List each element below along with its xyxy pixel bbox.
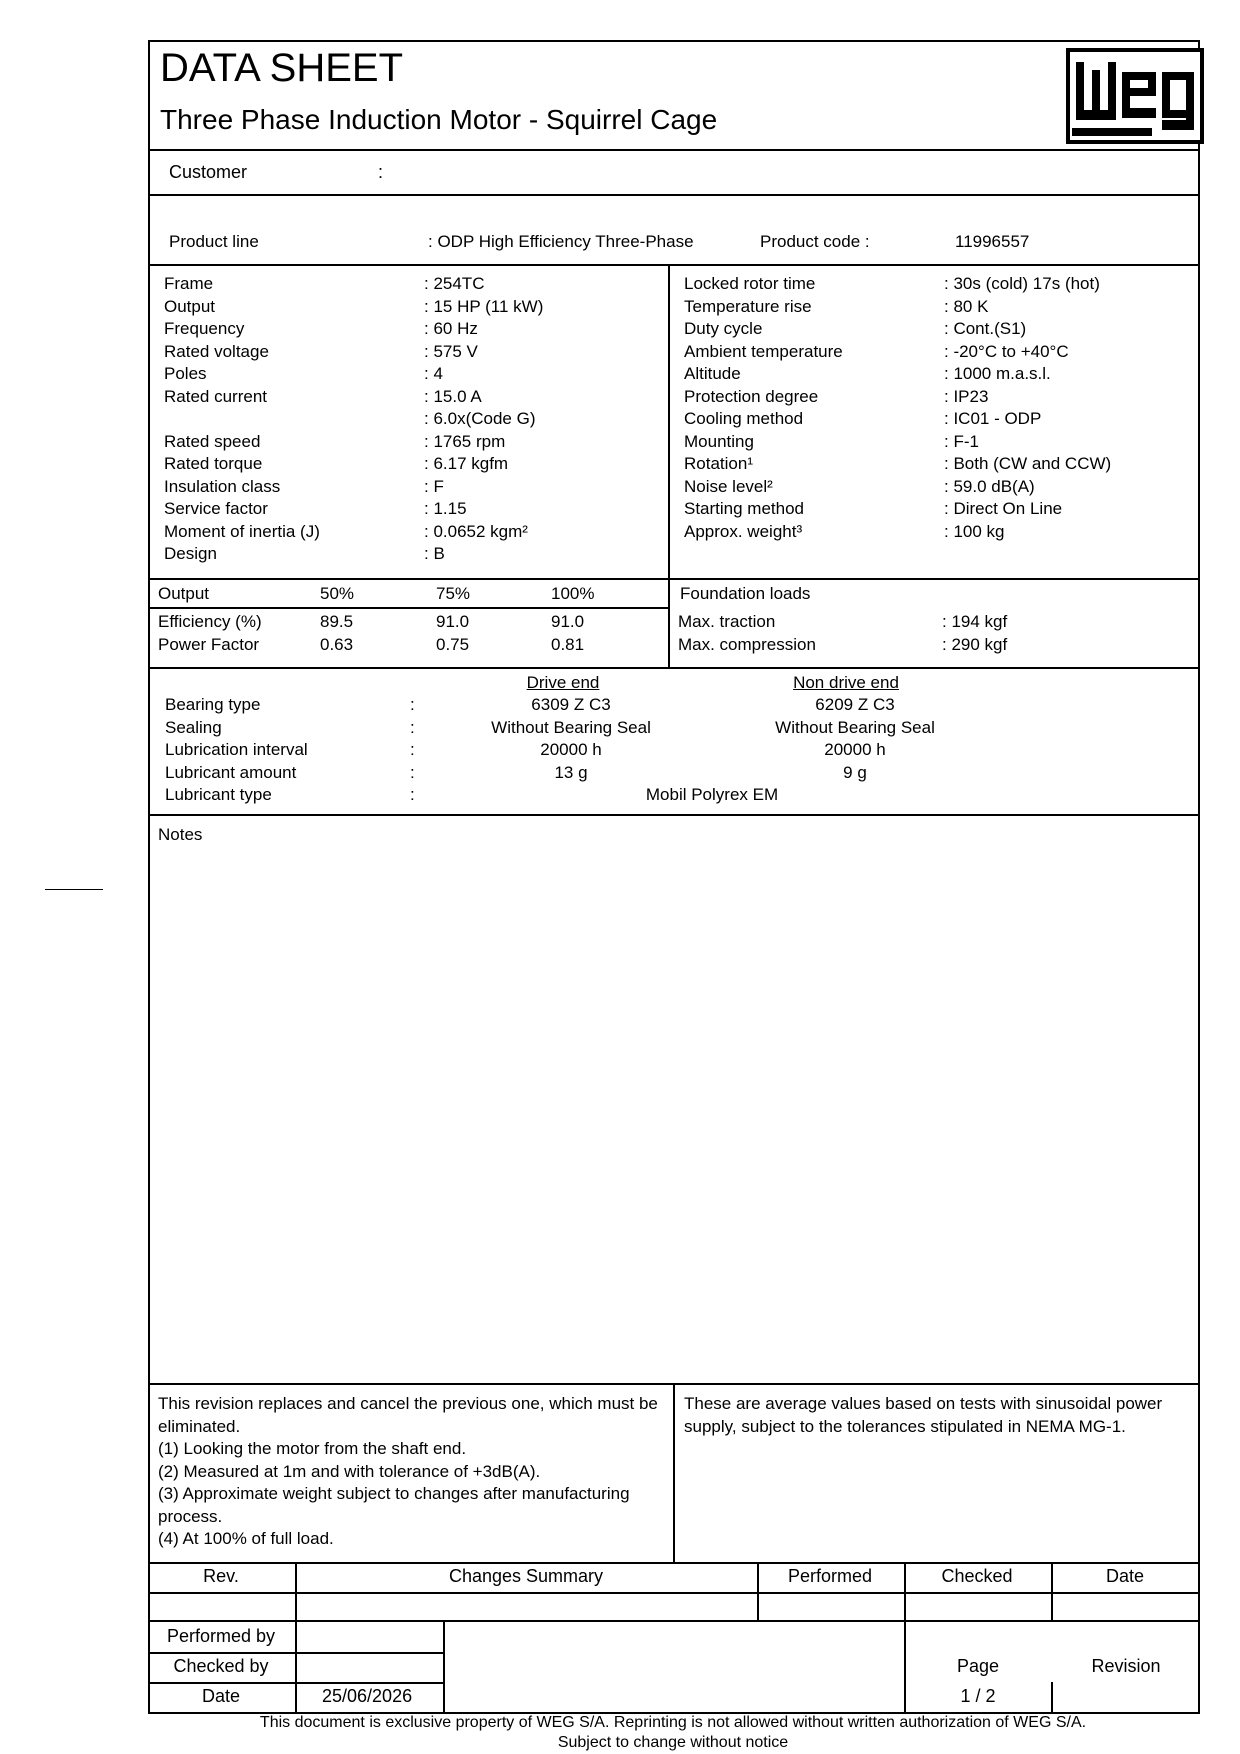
divider — [148, 1682, 443, 1684]
date-value: 25/06/2026 — [322, 1686, 413, 1706]
divider — [148, 578, 1200, 580]
performed-by-label: Performed by — [166, 1626, 276, 1646]
bearing-non-drive-end: 9 g — [843, 762, 867, 782]
divider — [148, 1620, 1200, 1622]
spec-value: : F — [424, 476, 444, 496]
perf-cell: 0.81 — [551, 635, 585, 654]
spec-value: : Direct On Line — [944, 499, 1063, 518]
revision-label: Revision — [1091, 1656, 1161, 1676]
page-label: Page — [956, 1656, 1000, 1676]
divider — [904, 1562, 906, 1620]
spec-value: : 15.0 A — [424, 386, 482, 406]
spec-value: : -20°C to +40°C — [944, 341, 1069, 361]
perf-cell: 89.5 — [320, 612, 354, 631]
footnotes-left: This revision replaces and cancel the previous one, which must be eliminated. (1) Looking the motor from the shaft end. (2) Measured at 1m and with tolerance of +3dB(A). (3) Approximate weight subject to changes after manufacturing process. (4) At 100% of full load. — [158, 1394, 658, 1548]
product-code-label: Product code : — [760, 232, 870, 251]
divider — [295, 1620, 297, 1714]
spec-label: Poles — [164, 364, 207, 383]
lubricant-type-value: Mobil Polyrex EM — [645, 785, 779, 804]
drive-end-header: Drive end — [526, 673, 600, 692]
footer-copyright: This document is exclusive property of WEG S/A. Reprinting is not allowed without written authorization of WEG S/A. — [259, 1714, 1087, 1731]
spec-label: Locked rotor time — [684, 274, 816, 293]
divider — [673, 1383, 675, 1562]
perf-header-cell: Output — [158, 584, 210, 603]
divider — [148, 149, 1200, 151]
bearing-drive-end: 13 g — [554, 762, 588, 782]
spec-value: : 15 HP (11 kW) — [424, 296, 544, 316]
date-label: Date — [201, 1686, 241, 1706]
spec-value: : 4 — [424, 364, 443, 383]
bearing-label: Lubricant amount — [165, 762, 297, 782]
page-subtitle: Three Phase Induction Motor - Squirrel Cage — [160, 104, 718, 135]
page-value: 1 / 2 — [960, 1686, 996, 1706]
customer-label: Customer — [169, 162, 248, 182]
spec-label: Design — [164, 544, 217, 563]
spec-label: Rotation¹ — [684, 454, 753, 473]
bearing-drive-end: 20000 h — [540, 740, 602, 759]
bearing-sep: : — [410, 740, 415, 759]
divider — [1051, 1682, 1053, 1714]
spec-value: : 100 kg — [944, 521, 1005, 541]
spec-label: Moment of inertia (J) — [164, 521, 320, 541]
spec-label: Frame — [164, 274, 214, 293]
spec-value: : 6.17 kgfm — [424, 454, 509, 473]
footer-notice: Subject to change without notice — [557, 1734, 789, 1751]
bearing-label: Bearing type — [165, 695, 261, 714]
spec-value: : 60 Hz — [424, 319, 478, 338]
product-line-value: : ODP High Efficiency Three-Phase — [428, 232, 694, 251]
divider — [148, 194, 1200, 196]
spec-value: : Both (CW and CCW) — [944, 454, 1112, 473]
revision-header-cell: Rev. — [203, 1566, 239, 1586]
product-code-value: 11996557 — [955, 232, 1030, 251]
notes-label: Notes — [158, 825, 203, 844]
spec-value: : Cont.(S1) — [944, 319, 1027, 338]
spec-value: : F-1 — [944, 431, 979, 451]
perf-header-cell: 100% — [551, 584, 595, 603]
spec-value: : IC01 - ODP — [944, 409, 1042, 428]
spec-value: : 0.0652 kgm² — [424, 521, 528, 541]
spec-value: : 1765 rpm — [424, 431, 506, 451]
revision-header-cell: Performed — [787, 1566, 873, 1586]
perf-cell: 0.63 — [320, 635, 354, 654]
spec-label: Rated torque — [164, 454, 263, 473]
bearing-sep: : — [410, 695, 415, 714]
foundation-title: Foundation loads — [680, 584, 811, 603]
spec-label: Output — [164, 296, 216, 316]
non-drive-end-header: Non drive end — [793, 673, 899, 692]
spec-label: Rated voltage — [164, 341, 269, 361]
divider — [904, 1620, 906, 1714]
divider — [1051, 1562, 1053, 1620]
bearing-non-drive-end: 6209 Z C3 — [815, 695, 895, 714]
spec-label: Altitude — [684, 364, 741, 383]
product-line-label: Product line — [169, 232, 259, 251]
divider — [148, 1592, 1200, 1594]
spec-label: Approx. weight³ — [684, 521, 803, 541]
weg-logo — [1066, 48, 1204, 144]
divider — [295, 1562, 297, 1620]
bearing-drive-end: 6309 Z C3 — [531, 695, 611, 714]
foundation-value: : 290 kgf — [942, 635, 1008, 654]
revision-header-cell: Date — [1105, 1566, 1145, 1586]
page-title: DATA SHEET — [160, 46, 404, 90]
spec-value: : 59.0 dB(A) — [944, 476, 1035, 496]
spec-label: Duty cycle — [684, 319, 763, 338]
checked-by-label: Checked by — [173, 1656, 269, 1676]
spec-value: : 80 K — [944, 296, 989, 316]
foundation-label: Max. compression — [678, 635, 816, 654]
margin-mark — [45, 889, 103, 890]
divider — [148, 1652, 443, 1654]
spec-label: Mounting — [684, 431, 754, 451]
spec-label: Insulation class — [164, 476, 281, 496]
spec-label: Starting method — [684, 499, 805, 518]
bearing-sep: : — [410, 717, 415, 737]
divider — [443, 1620, 445, 1714]
lubricant-type-label: Lubricant type — [165, 785, 272, 804]
divider — [757, 1562, 759, 1620]
spec-label: Rated speed — [164, 431, 261, 451]
bearing-label: Sealing — [165, 717, 222, 737]
spec-label: Service factor — [164, 499, 268, 518]
perf-cell: Power Factor — [158, 635, 260, 654]
perf-cell: Efficiency (%) — [158, 612, 262, 631]
bearing-label: Lubrication interval — [165, 740, 308, 759]
spec-label: Protection degree — [684, 386, 819, 406]
perf-header-cell: 50% — [320, 584, 355, 603]
perf-cell: 91.0 — [436, 612, 470, 631]
spec-value: : B — [424, 544, 445, 563]
revision-header-cell: Checked — [941, 1566, 1013, 1586]
divider — [148, 814, 1200, 816]
divider — [148, 264, 1200, 266]
divider — [668, 264, 670, 667]
lubricant-type-sep: : — [410, 785, 415, 804]
bearing-drive-end: Without Bearing Seal — [491, 717, 651, 737]
foundation-label: Max. traction — [678, 612, 776, 631]
weg-logo-icon — [1066, 48, 1204, 144]
spec-label: Frequency — [164, 319, 245, 338]
spec-label: Cooling method — [684, 409, 804, 428]
spec-value: : 1.15 — [424, 499, 467, 518]
spec-label: Noise level² — [684, 476, 773, 496]
spec-value: : 575 V — [424, 341, 478, 361]
spec-value: : 254TC — [424, 274, 485, 293]
divider — [148, 1562, 1200, 1564]
divider — [148, 667, 1200, 669]
perf-cell: 0.75 — [436, 635, 470, 654]
bearing-non-drive-end: Without Bearing Seal — [775, 717, 935, 737]
foundation-value: : 194 kgf — [942, 612, 1008, 631]
spec-label: Temperature rise — [684, 296, 812, 316]
bearing-non-drive-end: 20000 h — [824, 740, 886, 759]
spec-label: Rated current — [164, 386, 267, 406]
spec-label: Ambient temperature — [684, 341, 843, 361]
bearing-sep: : — [410, 762, 415, 782]
revision-header-cell: Changes Summary — [448, 1566, 604, 1586]
perf-header-cell: 75% — [436, 584, 471, 603]
footnotes-right: These are average values based on tests with sinusoidal power supply, subject to the tolerances stipulated in NEMA MG-1. — [684, 1394, 1163, 1436]
spec-value: : 1000 m.a.s.l. — [944, 364, 1051, 383]
divider — [148, 607, 668, 609]
customer-sep: : — [378, 162, 384, 182]
spec-value: : IP23 — [944, 386, 989, 406]
spec-value: : 30s (cold) 17s (hot) — [944, 274, 1100, 293]
spec-value: : 6.0x(Code G) — [424, 409, 536, 428]
perf-cell: 91.0 — [551, 612, 585, 631]
